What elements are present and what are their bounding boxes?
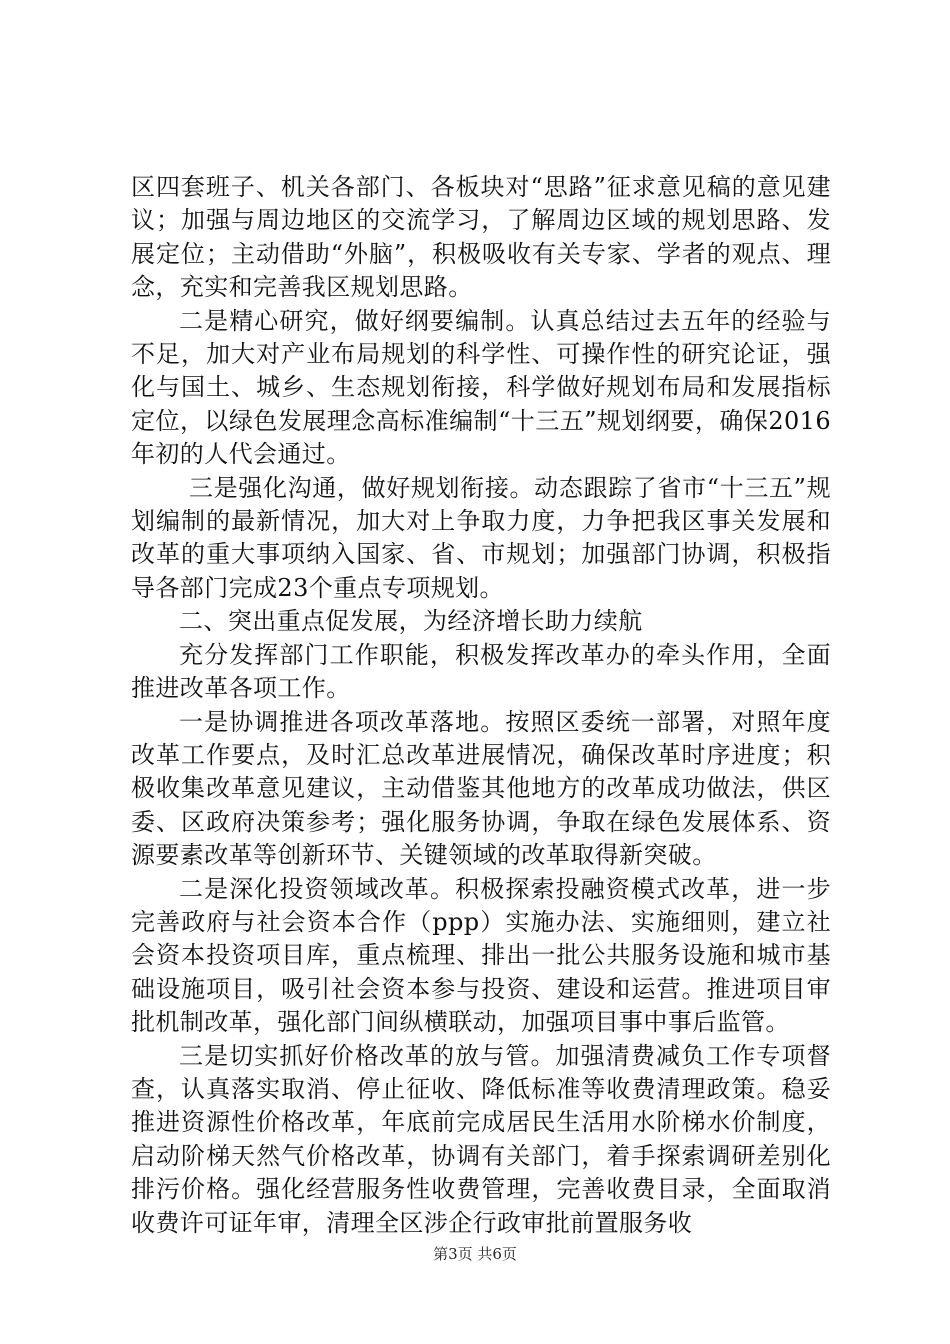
paragraph-plan-coordination: 三是强化沟通，做好规划衔接。动态跟踪了省市“十三五”规划编制的最新情况，加大对上争取力度，力争把我区事关发展和改革的重大事项纳入国家、省、市规划；加强部门协调，积极指导各部门完成23个重点专项规划。: [131, 473, 831, 602]
paragraph-investment-reform: 二是深化投资领域改革。积极探索投融资模式改革，进一步完善政府与社会资本合作（ppp）实施办法、实施细则，建立社会资本投资项目库，重点梳理、排出一批公共服务设施和城市基础设施项目，吸引社会资本参与投资、建设和运营。推进项目审批机制改革，强化部门间纵横联动，加强项目事中事后监管。: [131, 874, 831, 1037]
paragraph-reform-coordination: 一是协调推进各项改革落地。按照区委统一部署，对照年度改革工作要点，及时汇总改革进展情况，确保改革时序进度；积极收集改革意见建议，主动借鉴其他地方的改革成功做法，供区委、区政府决策参考；强化服务协调，争取在绿色发展体系、资源要素改革等创新环节、关键领域的改革取得新突破。: [131, 707, 831, 870]
paragraph-continued: 区四套班子、机关各部门、各板块对“思路”征求意见稿的意见建议；加强与周边地区的交流学习，了解周边区域的规划思路、发展定位；主动借助“外脑”，积极吸收有关专家、学者的观点、理念，充实和完善我区规划思路。: [131, 173, 831, 302]
paragraph-price-reform: 三是切实抓好价格改革的放与管。加强清费减负工作专项督查，认真落实取消、停止征收、降低标准等收费清理政策。稳妥推进资源性价格改革，年底前完成居民生活用水阶梯水价制度，启动阶梯天然气价格改革，协调有关部门，着手探索调研差别化排污价格。强化经营服务性收费管理，完善收费目录，全面取消收费许可证年审，清理全区涉企行政审批前置服务收: [131, 1041, 831, 1237]
paragraph-reform-intro: 充分发挥部门工作职能，积极发挥改革办的牵头作用，全面推进改革各项工作。: [131, 640, 831, 703]
page-number-footer: 第3页 共6页: [433, 1245, 517, 1263]
paragraph-plan-research: 二是精心研究，做好纲要编制。认真总结过去五年的经验与不足，加大对产业布局规划的科学性、可操作性的研究论证，强化与国土、城乡、生态规划衔接，科学做好规划布局和发展指标定位，以绿色发展理念高标准编制“十三五”规划纲要，确保2016年初的人代会通过。: [131, 306, 831, 469]
section-heading: 二、突出重点促发展，为经济增长助力续航: [179, 607, 643, 636]
document-body: [131, 171, 831, 1240]
